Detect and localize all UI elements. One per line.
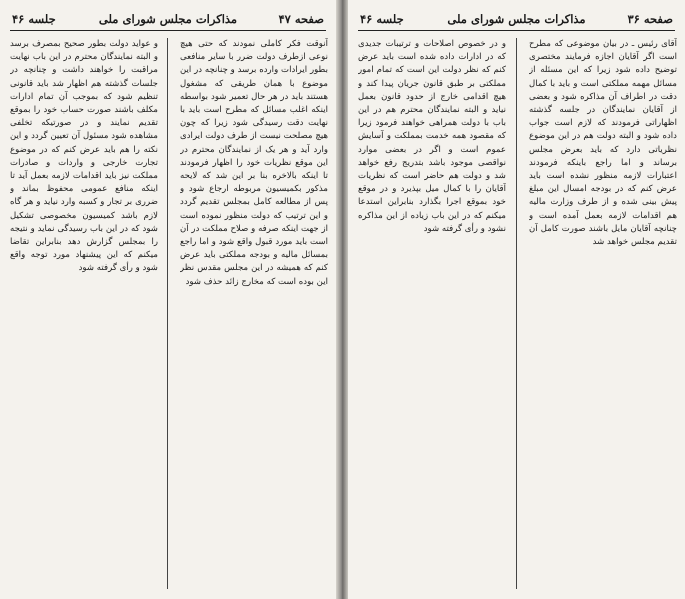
page-number: صفحه ۳۶ — [627, 12, 673, 26]
column-paragraph: و در خصوص اصلاحات و ترتیبات جدیدی که در ادارات داده شده است باید عرض کنم که نظر دولت این است که تمام امور مملکتی بر طبق قانون جریان پیدا کند و هیچ اقدامی خارج از حدود قانون بعمل نیاید و البته نمایندگان محترم هم در این باب با دولت همراهی خواهند فرمود زیرا که مقصود همه خدمت بمملکت و آسایش عموم است و اگر در بعضی موارد نواقصی موجود باشد بتدریج رفع خواهد شد و دولت هم حاضر است که نظریات آقایان را با کمال میل بپذیرد و در موقع خود بموقع اجرا بگذارد بنابراین استدعا میکنم که در این باب زیاده از این مذاکره نشود و رأی گرفته شود — [358, 39, 506, 234]
running-title: مذاکرات مجلس شورای ملی — [447, 12, 586, 26]
running-title: مذاکرات مجلس شورای ملی — [98, 12, 238, 26]
text-column-left — [358, 38, 506, 591]
column-divider — [167, 38, 168, 589]
column-paragraph: و عواید دولت بطور صحیح بمصرف برسد و البته نمایندگان محترم در این باب نهایت مراقبت را خواهند داشت و چنانچه در جلسات گذشته هم اظهار شد باید قانونی تنظیم شود که بموجب آن تمام ادارات مکلف باشند صورت حساب خود را بموقع تقدیم نمایند و در صورتیکه تخلفی مشاهده شود مسئول آن تعیین گردد و این نکته را هم باید عرض کنم که در موضوع تجارت خارجی و واردات و صادرات مملکت نیز باید اقدامات لازمه بعمل آید تا اینکه منافع عمومی محفوظ بماند و ضرری بر تجار و کسبه وارد نیاید و هر گاه لازم باشد کمیسیون مخصوصی تشکیل شود که در این باب رسیدگی نماید و نتیجه را بمجلس گزارش دهد بنابراین تقاضا میکنم که این پیشنهاد مورد توجه واقع شود و رأی گرفته شود — [10, 39, 158, 274]
text-column-right — [529, 38, 677, 591]
column-paragraph: آنوقت فکر کاملی نمودند که حتی هیچ نوعی ازطرف دولت ضرر با سایر منافعی بطور ایرادات وارده برسد و چنانچه در این موضوع با همان طریقی که مشغول هستند باید در هر حال تعمیر شود بواسطه اینکه اغلب مسائل که مطرح است باید با نهایت دقت رسیدگی شود زیرا که چون هیچ مصلحت نیست از طرف دولت ایرادی وارد آید و هر یک از نمایندگان محترم در این موقع نظریات خود را اظهار فرمودند تا اینکه بالاخره بنا بر این شد که لایحه مذکور بکمیسیون مربوطه ارجاع شود و پس از مطالعه کامل بمجلس تقدیم گردد و این ترتیب که دولت منظور نموده است از جهت اینکه صرفه و صلاح مملکت در آن است باید مورد قبول واقع شود و اما راجع بمسائل مالیه و بودجه مملکتی باید عرض کنم که همیشه در این مجلس مقدس نظر این بوده است که مخارج زائد حذف شود — [180, 39, 328, 287]
page-header — [358, 10, 675, 31]
column-divider — [516, 38, 517, 589]
session-label: جلسه ۴۶ — [12, 12, 56, 26]
page-number: صفحه ۴۷ — [278, 12, 324, 26]
book-gutter — [336, 0, 348, 599]
page-header — [10, 10, 326, 31]
text-column-left — [10, 38, 158, 591]
session-label: جلسه ۴۶ — [360, 12, 404, 26]
right-page — [348, 0, 685, 599]
left-page — [0, 0, 336, 599]
text-column-right — [180, 38, 328, 591]
column-paragraph: آقای رئیس ـ در بیان موضوعی که مطرح است اگر آقایان اجازه فرمایند مختصری توضیح داده شود زیرا که این مسئله از مسائل مهمه مملکتی است و باید با کمال دقت در اطراف آن مذاکره شود و بعضی از آقایان نمایندگان در جلسه گذشته اظهاراتی فرمودند که لازم است جواب داده شود و البته دولت هم در این موضوع نظریاتی دارد که باید بعرض مجلس برساند و اما راجع باینکه فرمودند اعتبارات لازمه منظور نشده است باید عرض کنم که در بودجه امسال این مبلغ پیش بینی شده و از طرف وزارت مالیه هم اقدامات لازمه بعمل آمده است و چنانچه آقایان مایل باشند صورت کامل آن تقدیم مجلس خواهد شد — [529, 39, 677, 248]
